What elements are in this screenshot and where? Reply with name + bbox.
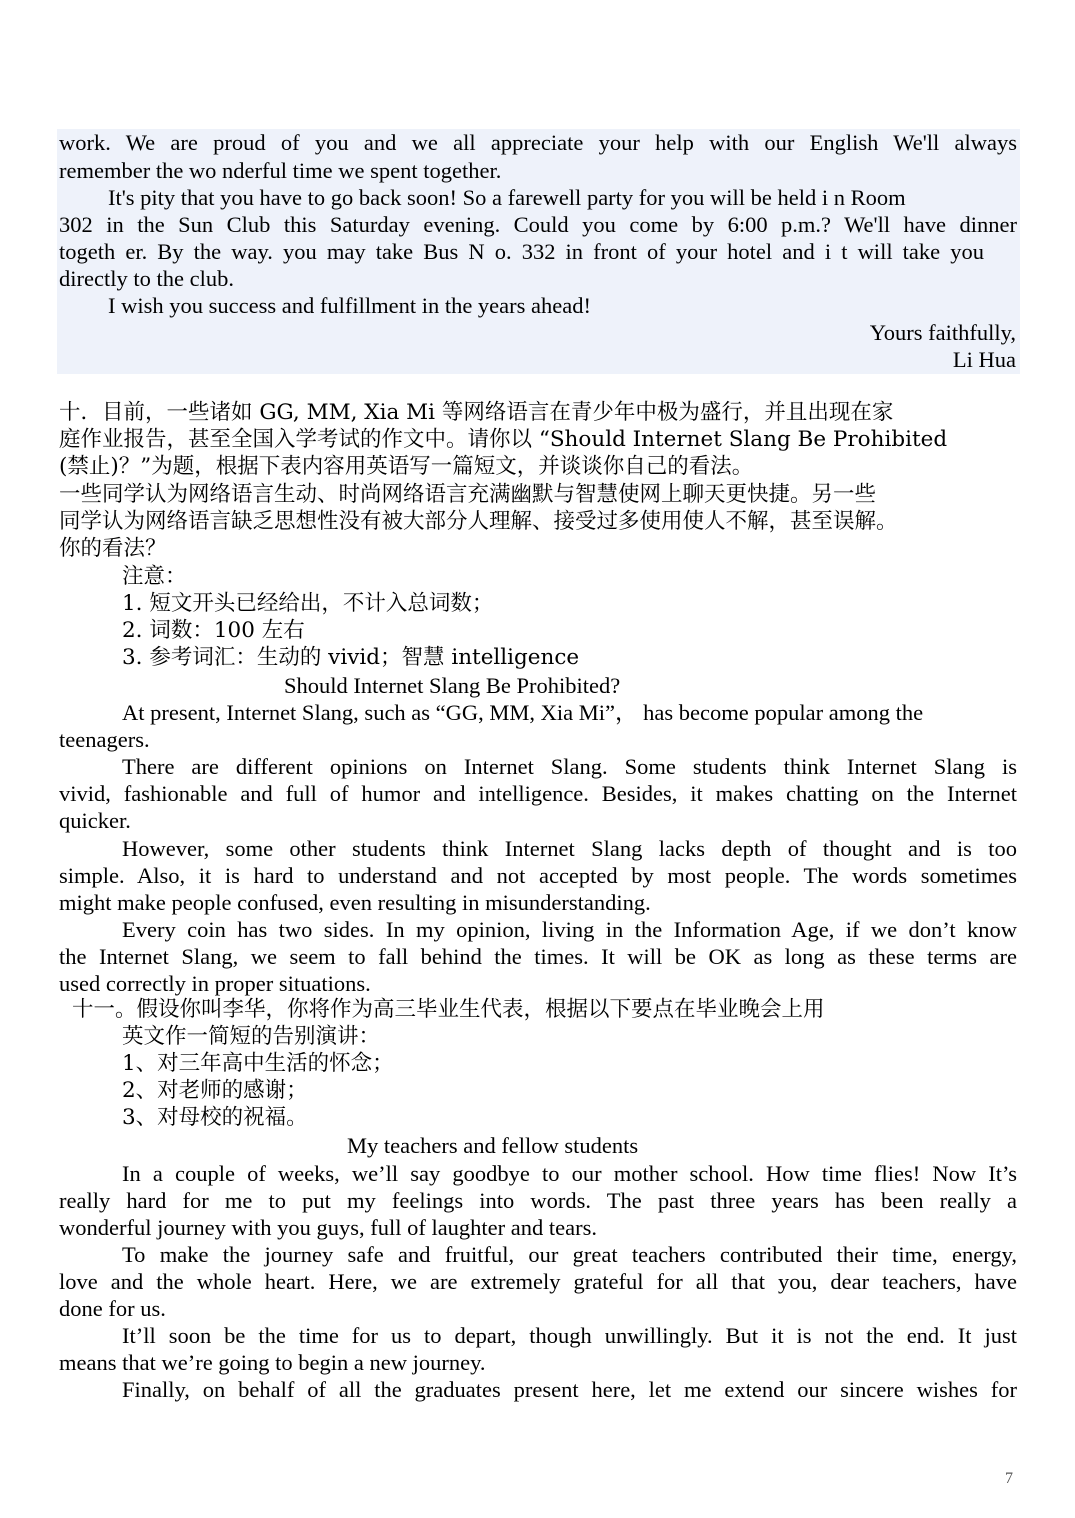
q10-essay-line-5: quicker. — [59, 808, 131, 833]
q11-prompt-line-1: 十一。假设你叫李华，你将作为高三毕业生代表，根据以下要点在毕业晚会上用 — [72, 997, 825, 1022]
q11-point-3: 3、对母校的祝福。 — [122, 1105, 308, 1130]
letter-line-3: It's pity that you have to go back soon! So a farewell party for you will be held i n Room — [108, 185, 906, 210]
letter-line-6: directly to the club. — [59, 266, 234, 291]
q10-essay-line-1: At present, Internet Slang, such as “GG, MM, Xia Mi”， has become popular among the — [122, 700, 924, 725]
letter-line-5: togeth er. By the way. you may take Bus N o. 332 in front of your hotel and i t will take you — [59, 239, 984, 264]
q10-note-heading: 注意： — [122, 564, 187, 589]
letter-line-2: remember the wo nderful time we spent together. — [59, 158, 502, 183]
q11-point-2: 2、对老师的感谢； — [122, 1078, 308, 1103]
letter-line-7: I wish you success and fulfillment in the years ahead! — [108, 293, 591, 318]
q10-prompt-line-1: 十．目前，一些诸如 GG, MM, Xia Mi 等网络语言在青少年中极为盛行，并且出现在家 — [59, 400, 894, 425]
q10-essay-line-4: vivid, fashionable and full of humor and intelligence. Besides, it makes chatting on the Internet — [59, 781, 1017, 806]
q10-essay-line-3: There are different opinions on Internet Slang. Some students think Internet Slang is — [122, 754, 1017, 779]
q10-note-2: 2. 词数：100 左右 — [122, 618, 305, 643]
q10-essay-title: Should Internet Slang Be Prohibited? — [284, 673, 621, 698]
q10-essay-line-7: simple. Also, it is hard to understand and not accepted by most people. The words sometimes — [59, 863, 1017, 888]
q10-prompt-line-4: 一些同学认为网络语言生动、时尚网络语言充满幽默与智慧使网上聊天更快捷。另一些 — [59, 482, 877, 507]
q11-point-1: 1、对三年高中生活的怀念； — [122, 1051, 394, 1076]
q11-speech-line-8: means that we’re going to begin a new journey. — [59, 1350, 486, 1375]
q11-speech-line-4: To make the journey safe and fruitful, our great teachers contributed their time, energy, — [122, 1242, 1017, 1267]
q10-essay-line-6: However, some other students think Internet Slang lacks depth of thought and is too — [122, 836, 1017, 861]
q11-prompt-line-2: 英文作一简短的告别演讲： — [122, 1024, 381, 1049]
letter-line-1: work. We are proud of you and we all appreciate your help with our English We'll always — [59, 130, 1017, 155]
q11-speech-line-5: love and the whole heart. Here, we are extremely grateful for all that you, dear teachers, have — [59, 1269, 1017, 1294]
letter-line-4: 302 in the Sun Club this Saturday evening. Could you come by 6:00 p.m.? We'll have dinner — [59, 212, 1017, 237]
q11-speech-line-2: really hard for me to put my feelings into words. The past three years has been really a — [59, 1188, 1017, 1213]
q10-essay-line-10: the Internet Slang, we seem to fall behind the times. It will be OK as long as these terms are — [59, 944, 1017, 969]
q11-speech-line-1: In a couple of weeks, we’ll say goodbye to our mother school. How time flies! Now It’s — [122, 1161, 1017, 1186]
q10-prompt-line-5: 同学认为网络语言缺乏思想性没有被大部分人理解、接受过多使用使人不解，甚至误解。 — [59, 509, 898, 534]
letter-closing: Yours faithfully, — [869, 320, 1016, 345]
q10-note-1: 1. 短文开头已经给出，不计入总词数； — [122, 591, 494, 616]
q10-prompt-line-6: 你的看法？ — [59, 536, 167, 561]
q10-essay-line-8: might make people confused, even resulting in misunderstanding. — [59, 890, 651, 915]
q11-speech-line-7: It’ll soon be the time for us to depart, though unwillingly. But it is not the end. It just — [122, 1323, 1017, 1348]
q10-essay-line-2: teenagers. — [59, 727, 150, 752]
q10-prompt-line-2: 庭作业报告，甚至全国入学考试的作文中。请你以 “Should Internet Slang Be Prohibited — [59, 427, 948, 452]
q10-note-3: 3. 参考词汇：生动的 vivid；智慧 intelligence — [122, 645, 580, 670]
q11-speech-title: My teachers and fellow students — [347, 1133, 639, 1158]
q10-essay-line-11: used correctly in proper situations. — [59, 971, 371, 996]
q10-essay-line-9: Every coin has two sides. In my opinion, living in the Information Age, if we don’t know — [122, 917, 1017, 942]
q11-speech-line-6: done for us. — [59, 1296, 166, 1321]
q10-prompt-line-3: (禁止)？”为题，根据下表内容用英语写一篇短文，并谈谈你自己的看法。 — [59, 454, 754, 479]
q11-speech-line-9: Finally, on behalf of all the graduates present here, let me extend our sincere wishes for — [122, 1377, 1017, 1402]
page-number: 7 — [1005, 1470, 1013, 1487]
letter-signature: Li Hua — [952, 347, 1016, 372]
q11-speech-line-3: wonderful journey with you guys, full of laughter and tears. — [59, 1215, 598, 1240]
